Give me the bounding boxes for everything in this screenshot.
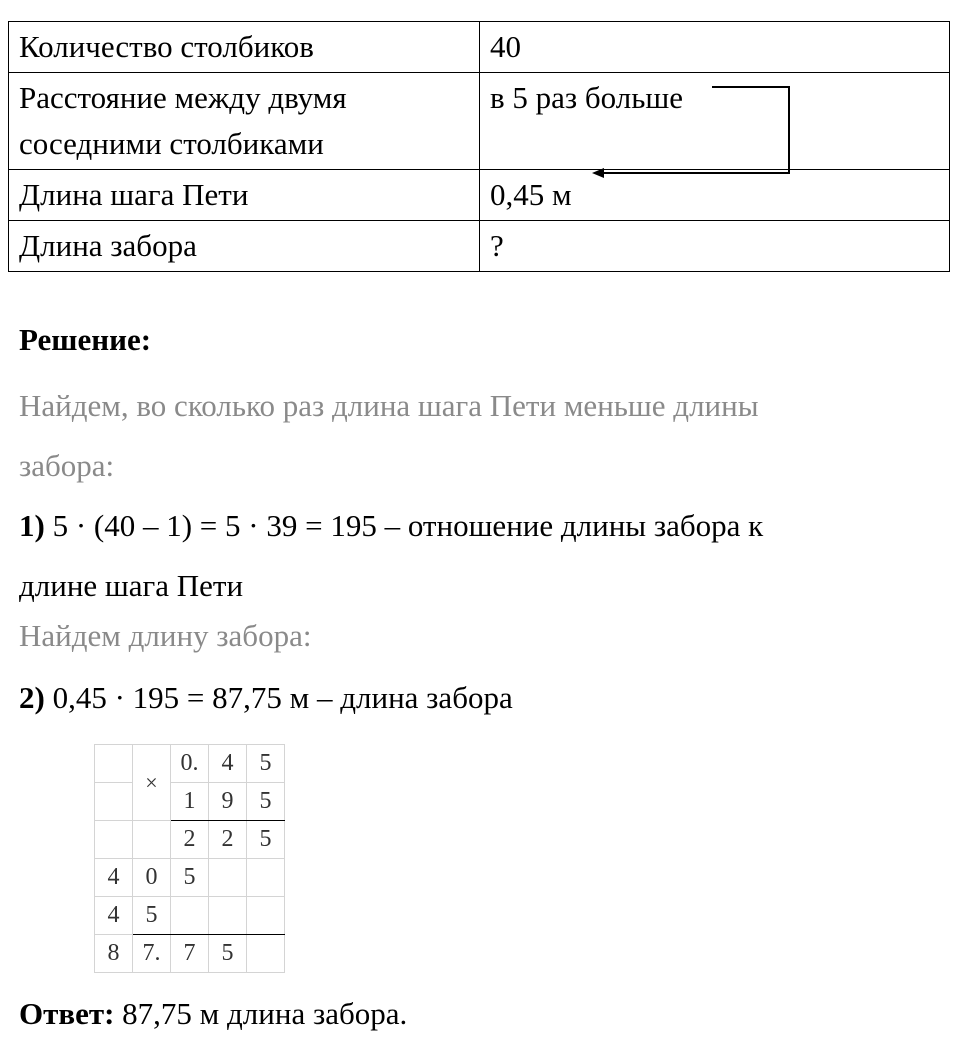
grid-cell: 1: [171, 783, 209, 821]
grid-cell: [95, 745, 133, 783]
times-sign: ×: [133, 745, 171, 821]
table-row: [9, 221, 950, 272]
grid-cell: [133, 821, 171, 859]
row-label: Количество столбиков: [9, 22, 480, 73]
grid-cell: [95, 821, 133, 859]
table-row: [9, 170, 950, 221]
intro-text: Найдем, во сколько раз длина шага Пети меньше длины: [19, 388, 759, 423]
grid-cell: 5: [247, 821, 285, 859]
grid-cell: [209, 897, 247, 935]
answer-line: [19, 996, 407, 1032]
grid-row: [95, 935, 285, 973]
grid-row: [95, 783, 285, 821]
grid-cell: [247, 897, 285, 935]
grid-cell: 0.: [171, 745, 209, 783]
grid-cell: 2: [209, 821, 247, 859]
grid-cell: 7: [171, 935, 209, 973]
grid-cell: 4: [209, 745, 247, 783]
grid-cell: 8: [95, 935, 133, 973]
step-text: 5 · (40 – 1) = 5 · 39 = 195 – отношение длины забора к: [44, 508, 764, 543]
grid-cell: 5: [133, 897, 171, 935]
grid-cell: [95, 783, 133, 821]
step-2: [19, 680, 513, 716]
grid-cell: 9: [209, 783, 247, 821]
table-row: [9, 22, 950, 73]
row-value: в 5 раз больше: [480, 73, 950, 170]
step-1-continued: длине шага Пети: [19, 568, 244, 603]
solution-heading: Решение:: [19, 322, 152, 357]
grid-row: [95, 859, 285, 897]
data-table: [8, 21, 950, 272]
grid-cell: 5: [171, 859, 209, 897]
grid-cell: [171, 897, 209, 935]
grid-cell: [247, 859, 285, 897]
grid-cell: [209, 859, 247, 897]
grid-cell: 5: [209, 935, 247, 973]
step-number: 1): [19, 508, 45, 543]
table-row: [9, 73, 950, 170]
intro-text: забора:: [19, 448, 115, 483]
grid-cell: [247, 935, 285, 973]
grid-row: [95, 897, 285, 935]
answer-label: Ответ:: [19, 996, 115, 1031]
row-value: 0,45 м: [480, 170, 950, 221]
answer-text: 87,75 м длина забора.: [114, 996, 408, 1031]
row-value: 40: [480, 22, 950, 73]
row-label: Расстояние между двумя соседними столбиками: [9, 73, 480, 170]
grid-row: [95, 745, 285, 783]
row-value: ?: [480, 221, 950, 272]
grid-row: [95, 821, 285, 859]
grid-cell: 2: [171, 821, 209, 859]
grid-cell: 7.: [133, 935, 171, 973]
step-text: 0,45 · 195 = 87,75 м – длина забора: [44, 680, 513, 715]
step-1: [19, 508, 763, 544]
grid-cell: 5: [247, 745, 285, 783]
row-label: Длина шага Пети: [9, 170, 480, 221]
step-number: 2): [19, 680, 45, 715]
grid-cell: 4: [95, 897, 133, 935]
grid-cell: 5: [247, 783, 285, 821]
grid-cell: 0: [133, 859, 171, 897]
column-multiplication-grid: [94, 744, 285, 973]
intro-text: Найдем длину забора:: [19, 618, 312, 653]
grid-cell: 4: [95, 859, 133, 897]
row-label: Длина забора: [9, 221, 480, 272]
